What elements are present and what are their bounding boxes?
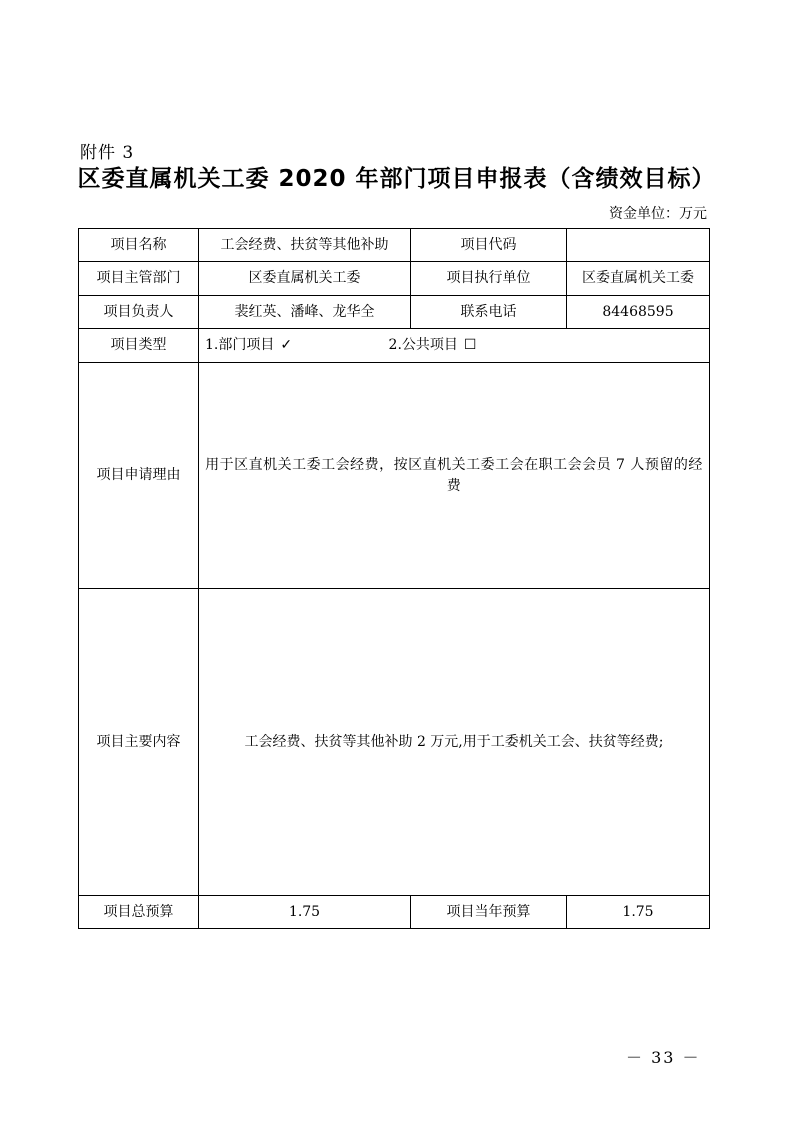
fund-unit-note: 资金单位：万元	[609, 206, 707, 222]
total-budget-value: 1.75	[199, 896, 411, 929]
phone-value: 84468595	[567, 296, 710, 329]
document-title: 区委直属机关工委 2020 年部门项目申报表（含绩效目标）	[77, 166, 716, 192]
table-row	[79, 896, 710, 929]
table-row	[79, 363, 710, 589]
type-option-public-label: 2.公共项目	[388, 337, 458, 353]
year-budget-label: 项目当年预算	[411, 896, 567, 929]
phone-label: 联系电话	[411, 296, 567, 329]
table-row	[79, 262, 710, 296]
table-row	[79, 296, 710, 329]
project-code-value	[567, 229, 710, 262]
year-budget-value: 1.75	[567, 896, 710, 929]
project-code-label: 项目代码	[411, 229, 567, 262]
type-option-public	[389, 335, 477, 356]
reason-label: 项目申请理由	[79, 363, 199, 589]
total-budget-label: 项目总预算	[79, 896, 199, 929]
project-name-value: 工会经费、扶贫等其他补助	[199, 229, 411, 262]
type-option-dept	[205, 335, 292, 356]
owner-value: 裴红英、潘峰、龙华全	[199, 296, 411, 329]
exec-unit-label: 项目执行单位	[411, 262, 567, 296]
dept-label: 项目主管部门	[79, 262, 199, 296]
check-mark-icon: ✓	[280, 337, 293, 353]
dept-value: 区委直属机关工委	[199, 262, 411, 296]
exec-unit-value: 区委直属机关工委	[567, 262, 710, 296]
owner-label: 项目负责人	[79, 296, 199, 329]
reason-value: 用于区直机关工委工会经费，按区直机关工委工会在职工会会员 7 人预留的经费	[199, 363, 710, 589]
content-label: 项目主要内容	[79, 589, 199, 896]
project-type-label: 项目类型	[79, 329, 199, 363]
project-type-options	[199, 329, 710, 363]
project-name-label: 项目名称	[79, 229, 199, 262]
table-row	[79, 329, 710, 363]
table-row	[79, 589, 710, 896]
type-option-dept-label: 1.部门项目	[205, 337, 275, 353]
page-number: － 33 －	[626, 1048, 701, 1067]
attachment-label: 附件 3	[80, 143, 135, 163]
table-row	[79, 229, 710, 262]
empty-checkbox-icon: ☐	[463, 337, 477, 353]
project-application-table	[78, 228, 710, 929]
content-value: 工会经费、扶贫等其他补助 2 万元,用于工委机关工会、扶贫等经费;	[199, 589, 710, 896]
